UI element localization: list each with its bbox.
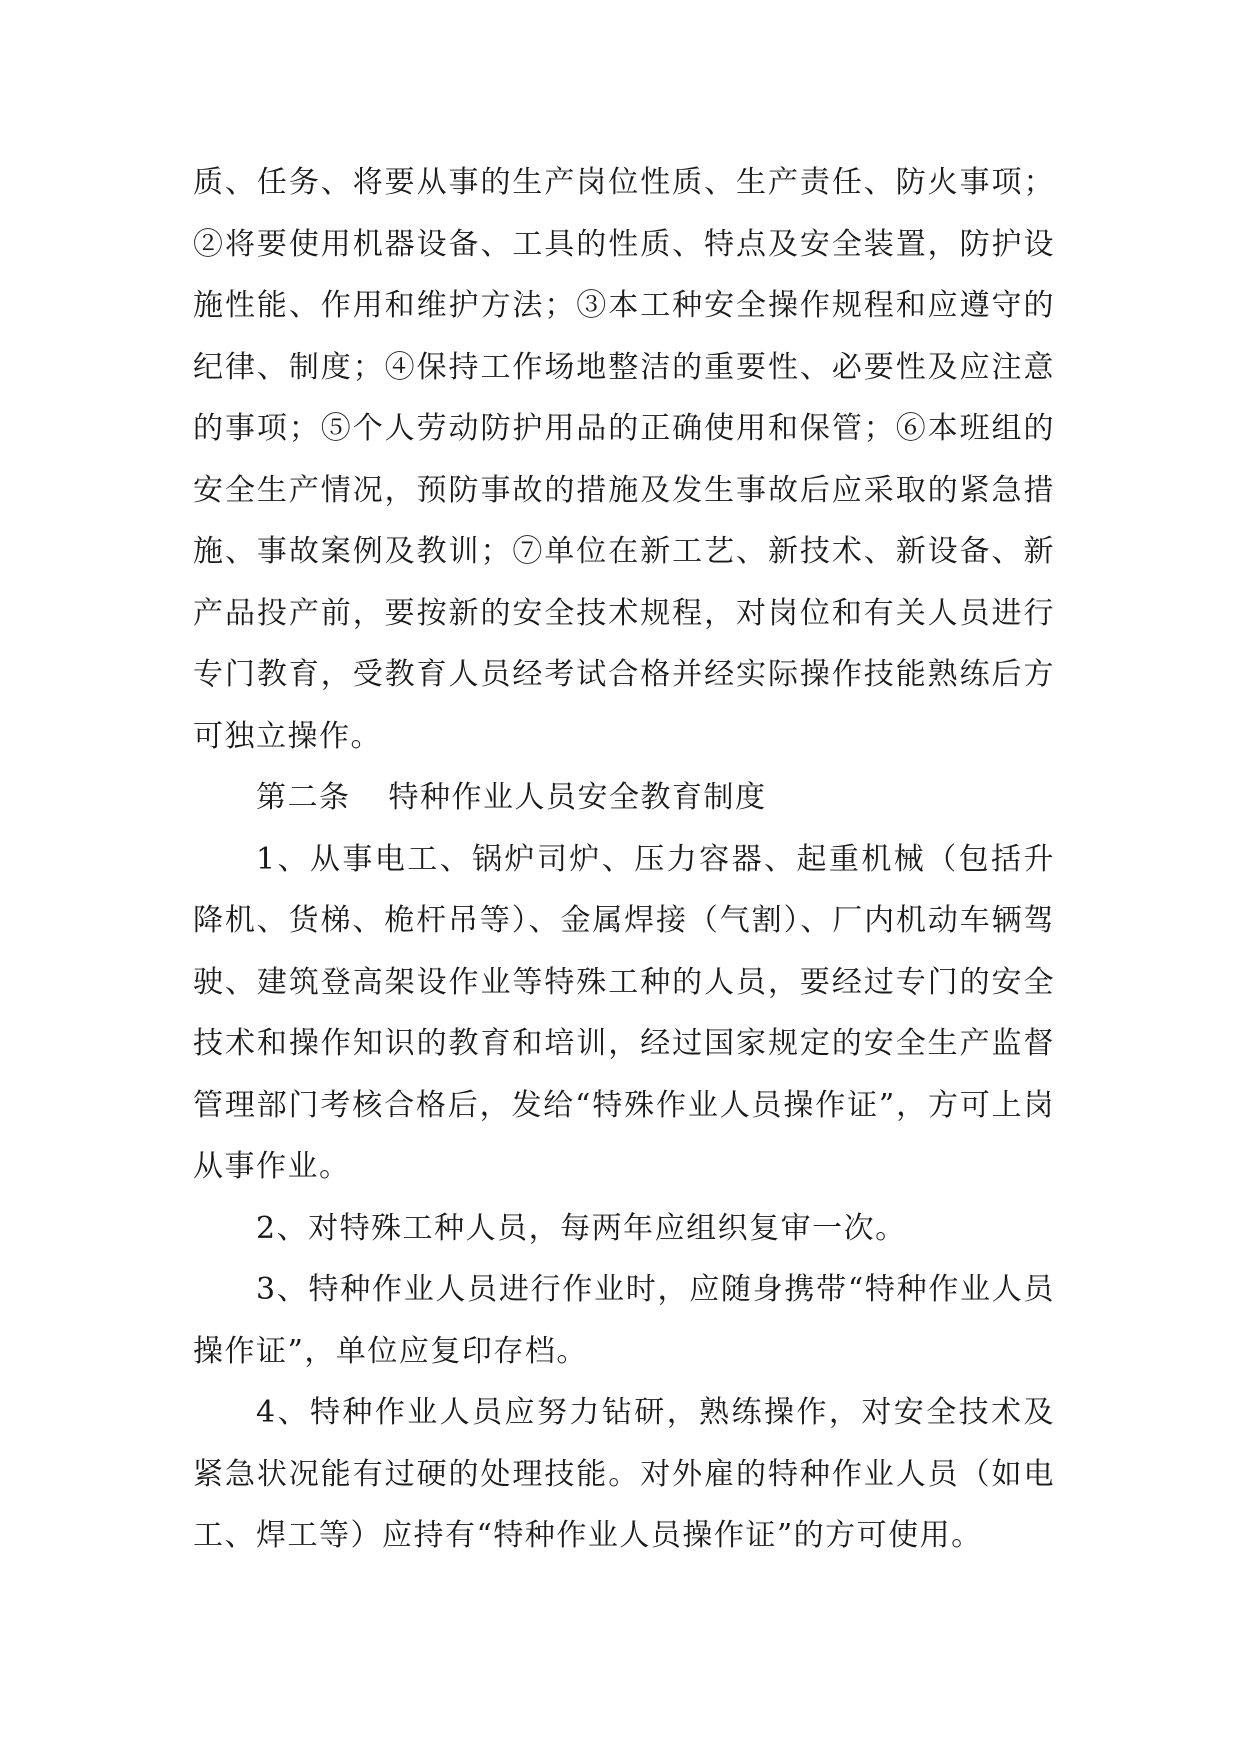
article-heading [193, 767, 1055, 829]
list-item-4: 4、特种作业人员应努力钻研，熟练操作，对安全技术及紧急状况能有过硬的处理技能。对外雇的特种作业人员（如电工、焊工等）应持有“特种作业人员操作证”的方可使用。 [193, 1395, 1055, 1553]
article-number: 第二条 [256, 780, 351, 815]
document-body [193, 152, 1055, 1567]
list-item-1: 1、从事电工、锅炉司炉、压力容器、起重机械（包括升降机、货梯、桅杆吊等）、金属焊接（气割）、厂内机动车辆驾驶、建筑登高架设作业等特殊工种的人员，要经过专门的安全技术和操作知识的教育和培训，经过国家规定的安全生产监督管理部门考核合格后，发给“特殊作业人员操作证”，方可上岗从事作业。 [193, 841, 1055, 1184]
continued-paragraph: 质、任务、将要从事的生产岗位性质、生产责任、防火事项；②将要使用机器设备、工具的性质、特点及安全装置，防护设施性能、作用和维护方法；③本工种安全操作规程和应遵守的纪律、制度；④保持工作场地整洁的重要性、必要性及应注意的事项；⑤个人劳动防护用品的正确使用和保管；⑥本班组的安全生产情况，预防事故的措施及发生事故后应采取的紧急措施、事故案例及教训；⑦单位在新工艺、新技术、新设备、新产品投产前，要按新的安全技术规程，对岗位和有关人员进行专门教育，受教育人员经考试合格并经实际操作技能熟练后方可独立操作。 [193, 165, 1055, 754]
list-item-2: 2、对特殊工种人员，每两年应组织复审一次。 [256, 1210, 907, 1246]
article-title: 特种作业人员安全教育制度 [388, 780, 767, 815]
list-item-3: 3、特种作业人员进行作业时，应随身携带“特种作业人员操作证”，单位应复印存档。 [193, 1272, 1055, 1369]
